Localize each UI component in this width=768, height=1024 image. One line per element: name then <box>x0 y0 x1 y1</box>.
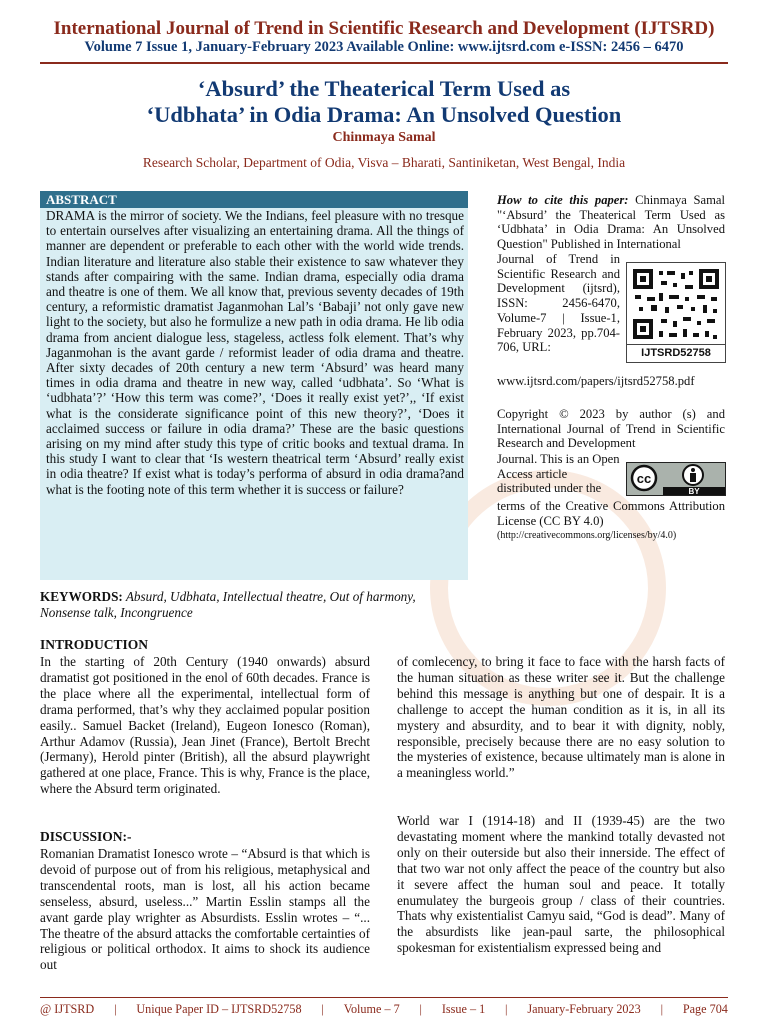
footer-separator: | <box>114 1002 117 1016</box>
footer-rule <box>40 997 728 998</box>
citation-text: Chinmaya Samal "‘Absurd’ the Theaterical Term Used as ‘Udbhata’ in Odia Drama: An Unsolved Question" Published in International <box>497 193 725 252</box>
author-name: Chinmaya Samal <box>332 130 436 145</box>
author-affiliation: Research Scholar, Department of Odia, Visva – Bharati, Santiniketan, West Bengal, India <box>142 155 626 170</box>
cc-by-license-icon <box>626 462 726 496</box>
header-rule <box>40 62 728 64</box>
page-footer <box>40 1002 728 1017</box>
abstract-text: DRAMA is the mirror of society. We the Indians, feel pleasure with no tresque to entertain ourselves after visualizing an entertaining drama. All the things of manner are dependent or preferable to each other with the world wide trends. Indian literature and literature also stable their existence to saw whatever they stands after compairing with the same. Indian drama, especially odia drama and theatre is one of them. We all know that, previous seventy decades of 19th century, a reformistic dramatist Jaganmohan Lal’s ‘Babaji’ not only gave new light to the society, but also he formulize a new path in odia drama. He lib odia drama from ancient dialogue less, stageless, actless folk element. That’s why Jaganmohan is the avant garde / reformist leader of odia drama and theatre. After sixty decades of 20th century a new term ‘Absurd’ was heard many times in odia drama and theatre in new way, called ‘udbhata’. So ‘What is ‘udbhata’?’ ‘How this term was come?’, ‘Does it really exist yet?’,, ‘If exist what is the considerate significance point of this new theory?’, ‘Does it acclaimed success or failure in odia drama?’ These are the basic questions arising on my mind after study this type of critic books and textual drama. In this study I want to clear that ‘Is western theatrical term ‘Absurd’ really exist in odia theatre? If exist what is today’s performa of absurd in odia drama?and what is the footing note of this term whether it is success or failure? <box>46 208 464 497</box>
cc-badge-text: cc <box>636 471 652 486</box>
column2-paragraph-1: of comlecency, to bring it face to face with the harsh facts of the human situation as these writer see it. But the challenge behind this message is anything but one of despair. It is a challenge to accept the human condition as it is, in all its mystery and absurdity, and to bear it with dignity, nobly, responsible, precisely because there are no easy solution to the mysteries of existence, because ultimately man is alone in a meaningless world.” <box>397 654 725 781</box>
citation-lead: How to cite this paper: Chinmaya Samal "‘Absurd’ the Theaterical Term Used as ‘Udbhata’ in Odia Drama: An Unsolved Question" Published in International <box>497 193 725 252</box>
citation-label: How to cite this paper <box>497 193 625 207</box>
keywords-text: Absurd, Udbhata, Intellectual theatre, Out of harmony, Nonsense talk, Incongruence <box>40 589 416 620</box>
citation-url[interactable]: www.ijtsrd.com/papers/ijtsrd52758.pdf <box>497 374 695 388</box>
footer-separator: | <box>505 1002 508 1016</box>
title-line-2: ‘Udbhata’ in Odia Drama: An Unsolved Question <box>146 102 622 127</box>
by-badge-text: BY <box>688 487 700 495</box>
footer-paper-id: Unique Paper ID – IJTSRD52758 <box>136 1002 302 1016</box>
footer-volume: Volume – 7 <box>343 1002 400 1016</box>
footer-publisher: @ IJTSRD <box>40 1002 95 1016</box>
footer-separator: | <box>321 1002 324 1016</box>
footer-issue: Issue – 1 <box>441 1002 486 1016</box>
citation-wrapped: Journal of Trend in Scientific Research and Development (ijtsrd), ISSN: 2456-6470, Volume-7 | Issue-1, February 2023, pp.704-706, URL: <box>497 252 620 355</box>
introduction-text: In the starting of 20th Century (1940 onwards) absurd dramatist got positioned in the enol of 60th decades. France is the place where all the experimental, intellectual form of drama performed, that’s why they acclaimed popular position easily.. Samuel Backet (Ireland), Eugeon Ionesco (Roman), Arthur Adamov (Russia), Jean Jinet (France), Bertolt Brecht (Jermany), Herold pinter (British), all the absurd playwright gathered at one place, France. This is why, France is the place, where the Absurd term originated. <box>40 654 370 797</box>
keywords <box>40 589 468 620</box>
journal-name: International Journal of Trend in Scientific Research and Development (IJTSRD) <box>53 18 715 39</box>
copyright-wrapped: Journal. This is an Open Access article distributed under the <box>497 452 620 496</box>
discussion-heading: DISCUSSION:- <box>40 829 132 844</box>
keywords-label: KEYWORDS: <box>40 589 123 604</box>
footer-period: January-February 2023 <box>527 1002 641 1016</box>
license-url[interactable]: (http://creativecommons.org/licenses/by/4.0) <box>497 530 677 541</box>
footer-page-number: Page 704 <box>682 1002 728 1016</box>
paper-title <box>0 76 768 128</box>
footer-separator: | <box>660 1002 664 1016</box>
column2-paragraph-2: World war I (1914-18) and II (1939-45) are the two devastating moment where the mankind totally devasted not only on their outerside but also their innerside. The effect of that two war not only affect the peace of the country but also it severe affect the human soul and peace. It totally enumulatey the burgeois group / class of their countries. Thats why existentialist Camyu said, “God is dead”. Many of the absurdists like jean-paul sarte, the philosophical spokesman for existentialism expressed being and <box>397 813 725 956</box>
journal-volume-line: Volume 7 Issue 1, January-February 2023 Available Online: www.ijtsrd.com e-ISSN: 2456 – 6470 <box>84 39 684 55</box>
copyright-tail: terms of the Creative Commons Attribution License (CC BY 4.0) <box>497 499 725 528</box>
qr-code-icon <box>626 262 726 346</box>
introduction-heading: INTRODUCTION <box>40 637 149 652</box>
copyright-lead: Copyright © 2023 by author (s) and International Journal of Trend in Scientific Research and Development <box>497 407 725 451</box>
footer-separator: | <box>419 1002 422 1016</box>
qr-code-label: IJTSRD52758 <box>626 344 726 363</box>
title-line-1: ‘Absurd’ the Theaterical Term Used as <box>197 76 571 101</box>
abstract-heading: ABSTRACT <box>40 191 468 208</box>
discussion-text: Romanian Dramatist Ionesco wrote – “Absurd is that which is devoid of purpose out of from his religious, metaphysical and transcendental roots, man is lost, all his action became senseless, absurd, useless...” Martin Esslin stamps all the avant garde play wrighter as Absurdists. Esslin wrotes – “... The theatre of the absurd attacks the comfortable certainties of religious or political orthodox. It aims to shock its audience out <box>40 846 370 973</box>
